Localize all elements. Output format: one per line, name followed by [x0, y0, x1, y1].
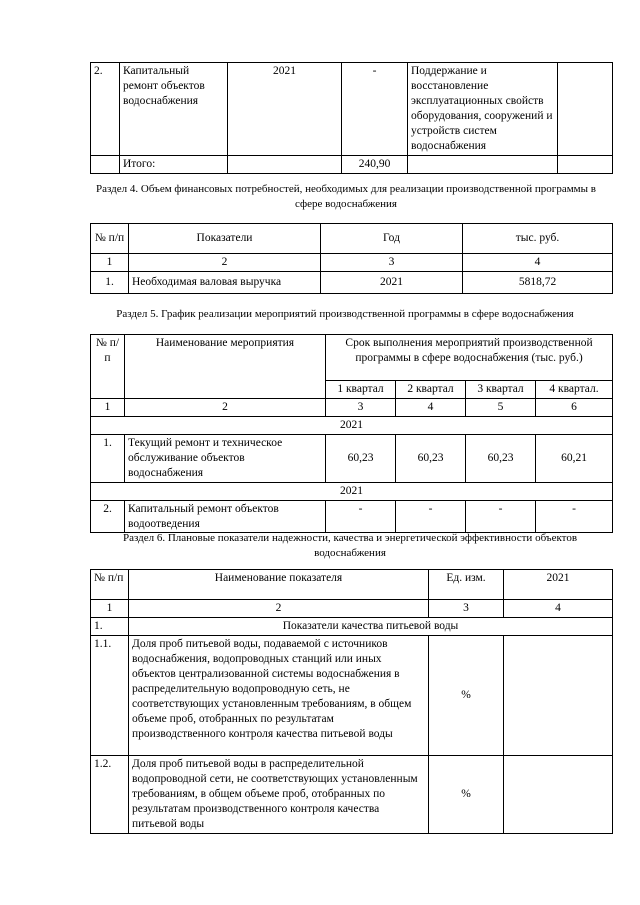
year-label: 2021 [91, 482, 613, 500]
financial-needs-table [90, 223, 613, 294]
header-unit: Ед. изм. [429, 570, 504, 600]
col-num: 3 [326, 398, 396, 416]
col-num: 1 [91, 254, 129, 272]
quarter-header: 2 квартал [396, 381, 466, 399]
activity-name: Текущий ремонт и техническое обслуживание объектов водоснабжения [125, 434, 326, 482]
year-row [91, 416, 613, 434]
table-row [91, 755, 613, 833]
activity-effect: Поддержание и восстановление эксплуатационных свойств оборудования, сооружений и устройств систем водоснабжения [408, 63, 558, 156]
col-num: 4 [504, 600, 613, 618]
table-row [91, 500, 613, 533]
col-num: 4 [396, 398, 466, 416]
quarter-header: 3 квартал [466, 381, 536, 399]
col-num: 1 [91, 600, 129, 618]
indicator-value [504, 635, 613, 755]
table-header-row [91, 570, 613, 600]
indicator-name: Необходимая валовая выручка [129, 271, 321, 293]
table-header-row [91, 224, 613, 254]
activity-year: 2021 [228, 63, 342, 156]
header-num: № п/п [91, 570, 129, 600]
table-row [91, 434, 613, 482]
activity-extra [558, 63, 613, 156]
header-year: 2021 [504, 570, 613, 600]
section-6-title: Раздел 6. Плановые показатели надежности, качества и энергетической эффективности объектов водоснабжения [122, 532, 578, 559]
section-4-title: Раздел 4. Объем финансовых потребностей, необходимых для реализации производственной программы в сфере водоснабжения [96, 183, 596, 210]
column-numbers-row [91, 600, 613, 618]
indicator-year: 2021 [321, 271, 463, 293]
indicators-table [90, 569, 613, 834]
column-numbers-row [91, 398, 613, 416]
quarter-value: - [396, 500, 466, 533]
header-term: Срок выполнения мероприятий производственной программы в сфере водоснабжения (тыс. руб.) [326, 335, 613, 381]
quarter-value: - [466, 500, 536, 533]
section-5-title: Раздел 5. График реализации мероприятий производственной программы в сфере водоснабжения [116, 308, 574, 320]
activity-name: Капитальный ремонт объектов водоотведения [125, 500, 326, 533]
group-number: 1. [91, 617, 129, 635]
table-header-row [91, 335, 613, 381]
table-row [91, 63, 613, 156]
total-label: Итого: [120, 155, 228, 173]
group-row [91, 617, 613, 635]
row-number: 2. [91, 63, 120, 156]
schedule-table [90, 334, 613, 533]
col-num: 2 [129, 600, 429, 618]
row-number: 1. [91, 271, 129, 293]
activity-name: Капитальный ремонт объектов водоснабжения [120, 63, 228, 156]
column-numbers-row [91, 254, 613, 272]
col-num: 2 [129, 254, 321, 272]
header-activity: Наименование мероприятия [125, 335, 326, 399]
header-value: тыс. руб. [463, 224, 613, 254]
row-number: 1.1. [91, 635, 129, 755]
col-num: 5 [466, 398, 536, 416]
indicator-unit: % [429, 635, 504, 755]
col-num: 3 [429, 600, 504, 618]
row-number: 1.2. [91, 755, 129, 833]
quarter-header: 4 квартал. [536, 381, 613, 399]
group-name: Показатели качества питьевой воды [129, 617, 613, 635]
header-num: № п/п [91, 335, 125, 399]
indicator-value: 5818,72 [463, 271, 613, 293]
program-activities-table [90, 62, 613, 174]
header-year: Год [321, 224, 463, 254]
row-number: 1. [91, 434, 125, 482]
quarter-value: 60,21 [536, 434, 613, 482]
quarter-header: 1 квартал [326, 381, 396, 399]
activity-amount: - [342, 63, 408, 156]
quarter-value: 60,23 [466, 434, 536, 482]
indicator-name: Доля проб питьевой воды, подаваемой с источников водоснабжения, водопроводных станций или иных объектов централизованной системы водоснабжения в распределительную водопроводную сеть, не соответствующих установленным требованиям, в общем объеме проб, отобранных по результатам производственного контроля качества питьевой воды [129, 635, 429, 755]
col-num: 3 [321, 254, 463, 272]
quarter-value: - [536, 500, 613, 533]
quarter-value: 60,23 [326, 434, 396, 482]
quarter-value: - [326, 500, 396, 533]
row-number: 2. [91, 500, 125, 533]
header-indicator: Показатели [129, 224, 321, 254]
table-row-total [91, 155, 613, 173]
indicator-name: Доля проб питьевой воды в распределительной водопроводной сети, не соответствующих установленным требованиям, в общем объеме проб, отобранных по результатам производственного контроля качества питьевой воды [129, 755, 429, 833]
indicator-unit: % [429, 755, 504, 833]
table-row [91, 635, 613, 755]
col-num: 1 [91, 398, 125, 416]
indicator-value [504, 755, 613, 833]
header-indicator: Наименование показателя [129, 570, 429, 600]
col-num: 2 [125, 398, 326, 416]
header-num: № п/п [91, 224, 129, 254]
total-amount: 240,90 [342, 155, 408, 173]
quarter-value: 60,23 [396, 434, 466, 482]
col-num: 4 [463, 254, 613, 272]
table-row [91, 271, 613, 293]
col-num: 6 [536, 398, 613, 416]
year-row [91, 482, 613, 500]
year-label: 2021 [91, 416, 613, 434]
